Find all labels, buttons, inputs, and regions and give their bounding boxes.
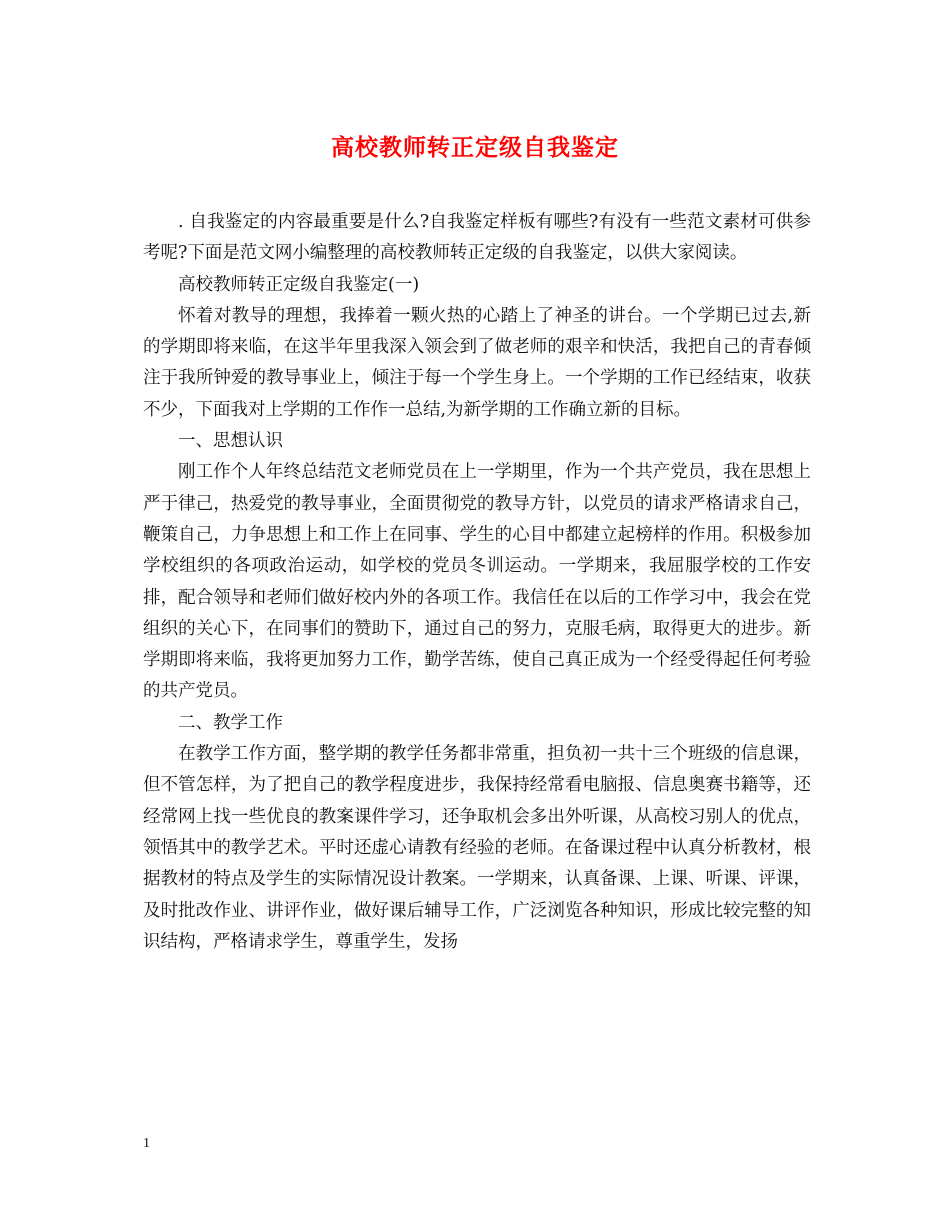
intro-paragraph: . 自我鉴定的内容最重要是什么?自我鉴定样板有哪些?有没有一些范文素材可供参考呢?下面是范文网小编整理的高校教师转正定级的自我鉴定，以供大家阅读。 xyxy=(143,212,811,264)
document-body xyxy=(143,207,811,958)
section-heading-teaching: 二、教学工作 xyxy=(178,712,283,733)
section-heading-thought: 一、思想认识 xyxy=(178,431,283,452)
section-heading-part-one: 高校教师转正定级自我鉴定(一) xyxy=(178,274,420,295)
document-title: 高校教师转正定级自我鉴定 xyxy=(331,134,619,161)
page-number: 1 xyxy=(143,1136,150,1151)
opening-paragraph: 怀着对教导的理想，我捧着一颗火热的心踏上了神圣的讲台。一个学期已过去,新的学期即将来临，在这半年里我深入领会到了做老师的艰辛和快活，我把自己的青春倾注于我所钟爱的教导事业上，倾注于每一个学生身上。一个学期的工作已经结束，收获不少，下面我对上学期的工作作一总结,为新学期的工作确立新的目标。 xyxy=(143,305,811,420)
teaching-paragraph: 在教学工作方面，整学期的教学任务都非常重，担负初一共十三个班级的信息课，但不管怎样，为了把自己的教学程度进步，我保持经常看电脑报、信息奥赛书籍等，还经常网上找一些优良的教案课件学习，还争取机会多出外听课，从高校习别人的优点，领悟其中的教学艺术。平时还虚心请教有经验的老师。在备课过程中认真分析教材，根据教材的特点及学生的实际情况设计教案。一学期来，认真备课、上课、听课、评课，及时批改作业、讲评作业，做好课后辅导工作，广泛浏览各种知识，形成比较完整的知识结构，严格请求学生，尊重学生，发扬 xyxy=(143,744,811,952)
thought-paragraph: 刚工作个人年终总结范文老师党员在上一学期里，作为一个共产党员，我在思想上严于律己，热爱党的教导事业，全面贯彻党的教导方针，以党员的请求严格请求自己，鞭策自己，力争思想上和工作上在同事、学生的心目中都建立起榜样的作用。积极参加学校组织的各项政治运动，如学校的党员冬训运动。一学期来，我屈服学校的工作安排，配合领导和老师们做好校内外的各项工作。我信任在以后的工作学习中，我会在党组织的关心下，在同事们的赞助下，通过自己的努力，克服毛病，取得更大的进步。新学期即将来临，我将更加努力工作，勤学苦练，使自己真正成为一个经受得起任何考验的共产党员。 xyxy=(143,462,811,702)
